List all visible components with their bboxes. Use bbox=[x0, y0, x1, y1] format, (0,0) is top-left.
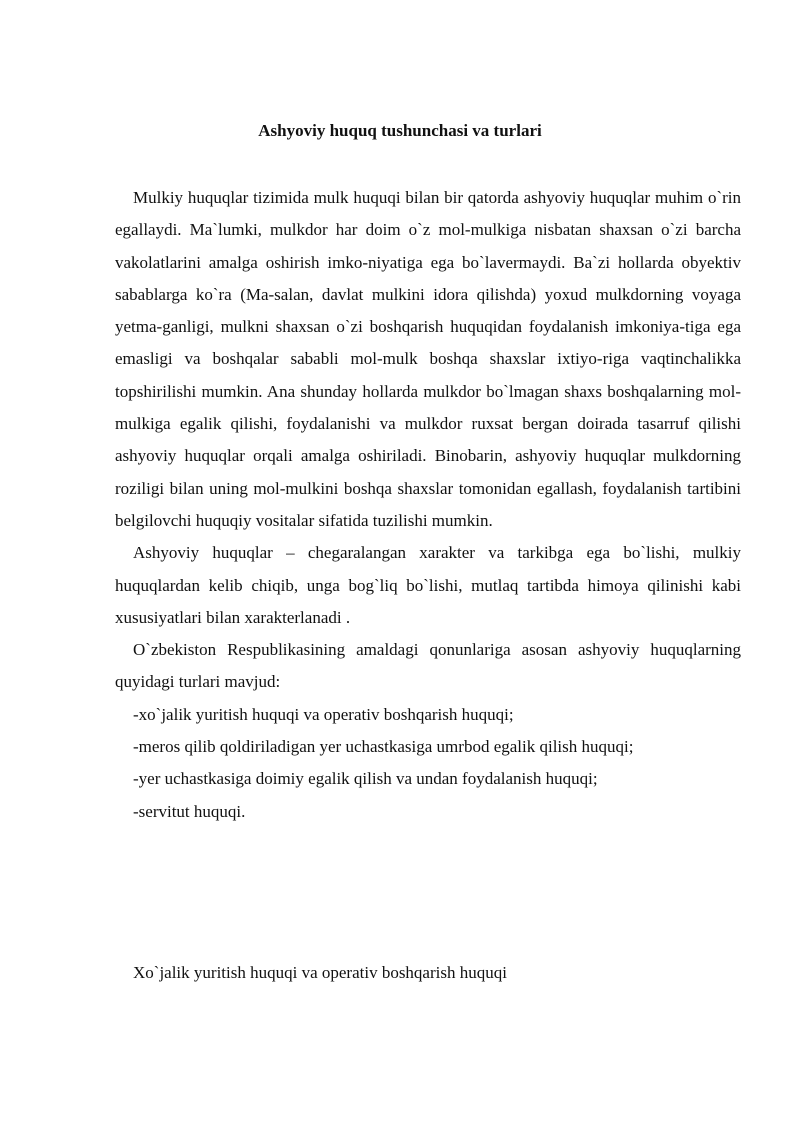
list-item: -servitut huquqi. bbox=[133, 801, 246, 821]
page-title: Ashyoviy huquq tushunchasi va turlari bbox=[258, 121, 542, 140]
document-body bbox=[115, 182, 741, 828]
list-item: -yer uchastkasiga doimiy egalik qilish va undan foydalanish huquqi; bbox=[133, 769, 598, 789]
section-subheading: Xo`jalik yuritish huquqi va operativ boshqarish huquqi bbox=[133, 963, 507, 982]
list-item: -meros qilib qoldiriladigan yer uchastkasiga umrbod egalik qilish huquqi; bbox=[133, 737, 634, 757]
list-item: -xo`jalik yuritish huquqi va operativ boshqarish huquqi; bbox=[133, 704, 514, 724]
paragraph-characteristics: Ashyoviy huquqlar – chegaralangan xarakter va tarkibga ega bo`lishi, mulkiy huquqlardan kelib chiqib, unga bog`liq bo`lishi, mutlaq tartibda himoya qilinishi kabi xususiyatlari bilan xarakterlanadi . bbox=[115, 543, 741, 627]
paragraph-property-rights: Mulkiy huquqlar tizimida mulk huquqi bilan bir qatorda ashyoviy huquqlar muhim o`rin egallaydi. Ma`lumki, mulkdor har doim o`z mol-mulkiga nisbatan shaxsan o`zi barcha vakolatlarini amalga oshirish imko-niyatiga ega bo`lavermaydi. Ba`zi hollarda obyektiv sabablarga ko`ra (Ma-salan, davlat mulkini idora qilishda) yoxud mulkdorning voyaga yetma-ganligi, mulkni shaxsan o`zi boshqarish huquqidan foydalanish imkoniya-tiga ega emasligi va boshqalar sababli mol-mulk boshqa shaxslar ixtiyo-riga vaqtinchalikka topshirilishi mumkin. Ana shunday hollarda mulkdor bo`lmagan shaxs boshqalarning mol-mulkiga egalik qilishi, foydalanishi va mulkdor ruxsat bergan doirada tasarruf qilishi ashyoviy huquqlar orqali amalga oshiriladi. Binobarin, ashyoviy huquqlar mulkdorning roziligi bilan uning mol-mulkini boshqa shaxslar tomonidan egallash, foydalanish tartibini belgilovchi huquqiy vositalar sifatida tuzilishi mumkin. bbox=[115, 188, 741, 530]
paragraph-types-intro: O`zbekiston Respublikasining amaldagi qonunlariga asosan ashyoviy huquqlarning quyidagi turlari mavjud: bbox=[115, 640, 741, 692]
